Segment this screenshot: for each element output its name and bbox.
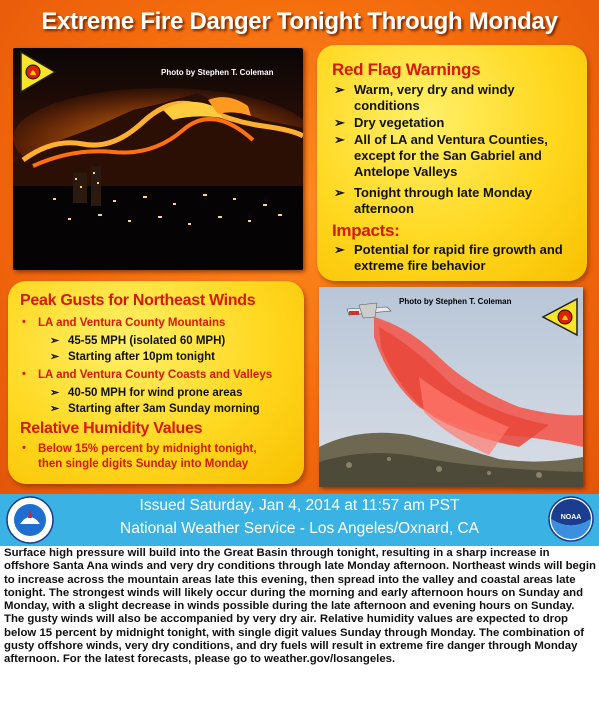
gust-group-label: LA and Ventura County Coasts and Valleys [38, 369, 273, 381]
arrow-icon: ➢ [334, 242, 345, 257]
noaa-logo-icon [548, 496, 594, 542]
page-title: Extreme Fire Danger Tonight Through Monday [41, 8, 558, 35]
humidity-heading: Relative Humidity Values [20, 420, 203, 437]
office-name: National Weather Service - Los Angeles/Oxnard, CA [120, 520, 479, 537]
gust-item: 45-55 MPH (isolated 60 MPH) [68, 335, 226, 347]
impacts-heading: Impacts: [332, 221, 400, 240]
red-flag-heading: Red Flag Warnings [332, 60, 481, 79]
noaa-logo-label: NOAA [560, 514, 582, 521]
wildfire-image [13, 48, 303, 270]
gust-item: Starting after 10pm tonight [68, 351, 215, 363]
bullet-icon: • [22, 442, 26, 454]
fire-photo [13, 48, 303, 270]
humidity-text: Below 15% percent by midnight tonight, then single digits Sunday into Monday [38, 443, 257, 470]
noaa-logo [548, 496, 594, 542]
arrow-icon: ➢ [50, 387, 60, 399]
air-tanker-photo [319, 287, 583, 487]
description-text: Surface high pressure will build into the Great Basin through tonight, resulting in a sharp increase in offshore Santa Ana winds and very dry conditions through late Monday afternoon. Northeast winds will begin to increase across the mountain areas late this evening, then spread into the valley and coastal areas late tonight. The strongest winds will likely occur during the morning and early afternoon hours on Sunday and Monday, with a slight decrease in winds possible during the late afternoon and evening hours on Sunday. The gusty winds will also be accompanied by very dry air. Relative humidity values are expected to drop below 15 percent by midnight tonight, with single digit values Sunday through Monday. The combination of gusty offshore winds, very dry conditions, and dry fuels will result in extreme fire danger through Monday afternoon. For the latest forecasts, please go to weather.gov/losangeles. [4, 547, 596, 666]
red-flag-item: All of LA and Ventura Counties, except for the San Gabriel and Antelope Valleys [354, 132, 548, 179]
photo-credit: Photo by Stephen T. Coleman [161, 68, 274, 77]
arrow-icon: ➢ [334, 82, 345, 97]
gusts-heading: Peak Gusts for Northeast Winds [20, 292, 256, 309]
issued-text: Issued Saturday, Jan 4, 2014 at 11:57 am PST [139, 497, 460, 514]
nws-logo [6, 496, 54, 544]
arrow-icon: ➢ [334, 132, 345, 147]
bullet-icon: • [22, 368, 26, 380]
arrow-icon: ➢ [50, 351, 60, 363]
arrow-icon: ➢ [50, 335, 60, 347]
bullet-icon: • [22, 316, 26, 328]
photo-credit: Photo by Stephen T. Coleman [399, 297, 512, 306]
red-flag-item: Warm, very dry and windy conditions [354, 82, 515, 113]
impact-item: Potential for rapid fire growth and extreme fire behavior [354, 242, 563, 273]
arrow-icon: ➢ [334, 185, 345, 200]
arrow-icon: ➢ [50, 403, 60, 415]
red-flag-item: Dry vegetation [354, 115, 445, 130]
arrow-icon: ➢ [334, 115, 345, 130]
gust-group-label: LA and Ventura County Mountains [38, 317, 226, 329]
air-tanker-image [319, 287, 583, 487]
gust-item: Starting after 3am Sunday morning [68, 403, 260, 415]
red-flag-item: Tonight through late Monday afternoon [354, 185, 533, 216]
gust-item: 40-50 MPH for wind prone areas [68, 387, 243, 399]
